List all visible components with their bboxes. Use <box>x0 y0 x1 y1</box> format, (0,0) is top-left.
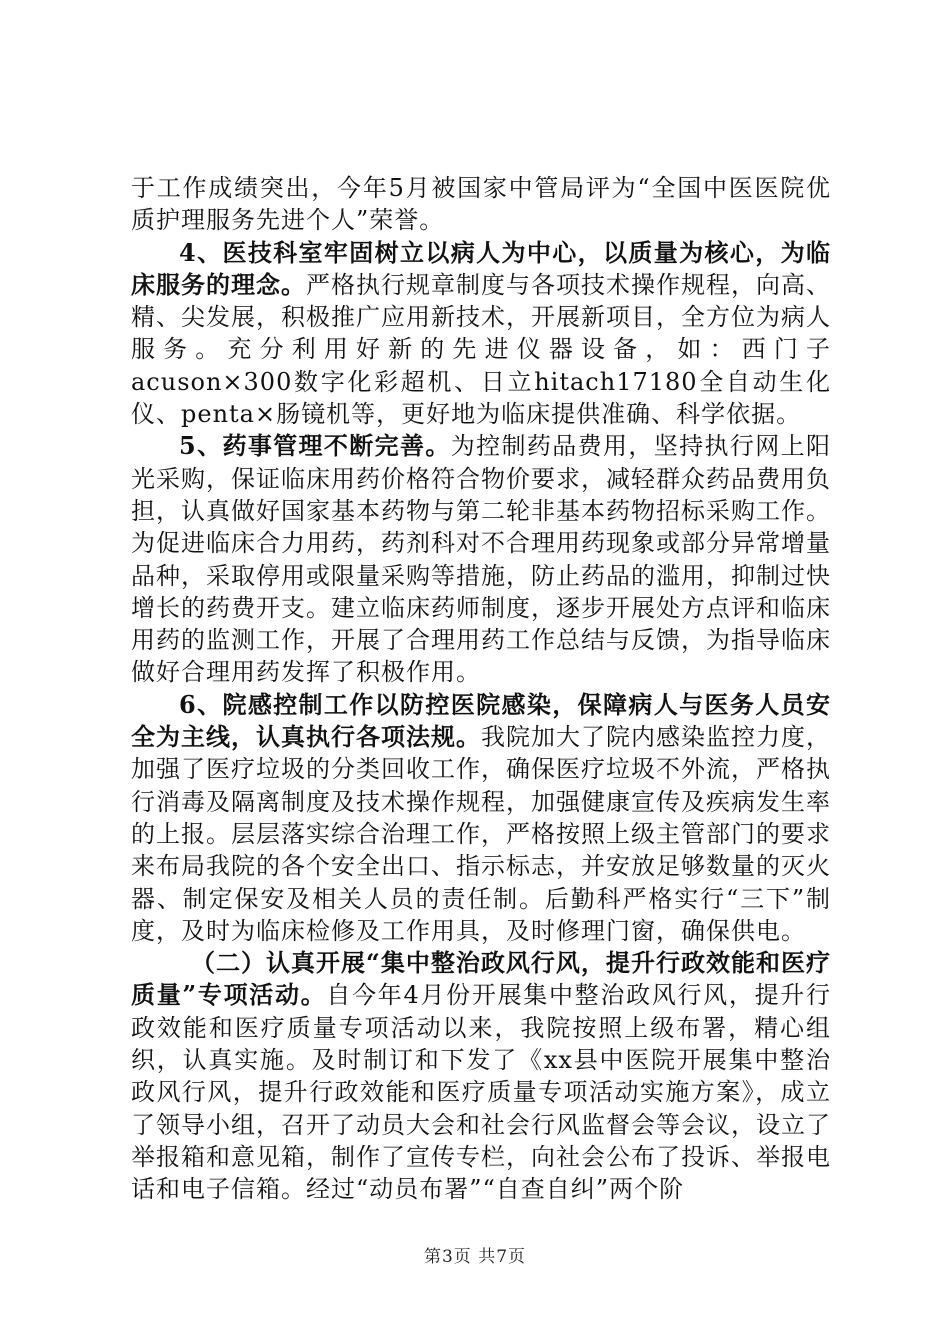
paragraph-body: 我院加大了院内感染监控力度，加强了医疗垃圾的分类回收工作，确保医疗垃圾不外流，严格执行消毒及隔离制度及技术操作规程，加强健康宣传及疾病发生率的上报。层层落实综合治理工作，严格按照上级主管部门的要求来布局我院的各个安全出口、指示标志，并安放足够数量的灭火器、制定保安及相关人员的责任制。后勤科严格实行“三下”制度，及时为临床检修及工作用具，及时修理门窗，确保供电。 <box>131 723 831 945</box>
paragraph-heading: 4、医技科室牢固树立以病人为中心，以质量为核心，为临床服务的理念。 <box>131 237 831 299</box>
paragraph-heading: 6、院感控制工作以防控医院感染，保障病人与医务人员安全为主线，认真执行各项法规。 <box>131 689 831 752</box>
paragraph-heading: 5、药事管理不断完善。 <box>179 431 451 461</box>
paragraph-pharmacy <box>131 430 831 688</box>
paragraph-special-campaign <box>131 947 831 1205</box>
paragraph-heading: （二）认真开展“集中整治政风行风，提升行政效能和医疗质量”专项活动。 <box>131 948 831 1010</box>
paragraph-infection-control <box>131 689 831 947</box>
document-body <box>131 172 831 1206</box>
paragraph-body: 为控制药品费用，坚持执行网上阳光采购，保证临床用药价格符合物价要求，减轻群众药品费用负担，认真做好国家基本药物与第二轮非基本药物招标采购工作。为促进临床合力用药，药剂科对不合理用药现象或部分异常增量品种，采取停用或限量采购等措施，防止药品的滥用，抑制过快增长的药费开支。建立临床药师制度，逐步开展处方点评和临床用药的监测工作，开展了合理用药工作总结与反馈，为指导临床做好合理用药发挥了积极作用。 <box>131 432 832 687</box>
paragraph-body: 自今年4月份开展集中整治政风行风，提升行政效能和医疗质量专项活动以来，我院按照上级布署，精心组织，认真实施。及时制订和下发了《xx县中医院开展集中整治政风行风，提升行政效能和医疗质量专项活动实施方案》，成立了领导小组，召开了动员大会和社会行风监督会等会议，设立了举报箱和意见箱，制作了宣传专栏，向社会公布了投诉、举报电话和电子信箱。经过“动员布署”“自查自纠”两个阶 <box>131 981 831 1204</box>
paragraph-body: 严格执行规章制度与各项技术操作规程，向高、精、尖发展，积极推广应用新技术，开展新项目，全方位为病人服务。充分利用好新的先进仪器设备，如：西门子acuson×300数字化彩超机、日立hitach17180全自动生化仪、penta×肠镜机等，更好地为临床提供准确、科学依据。 <box>131 270 831 429</box>
page-footer: 第3页 共7页 <box>423 1247 527 1267</box>
paragraph-medical-tech <box>131 237 831 431</box>
paragraph-continuation <box>131 172 831 237</box>
paragraph-body: 于工作成绩突出，今年5月被国家中管局评为“全国中医医院优质护理服务先进个人”荣誉。 <box>131 174 831 235</box>
